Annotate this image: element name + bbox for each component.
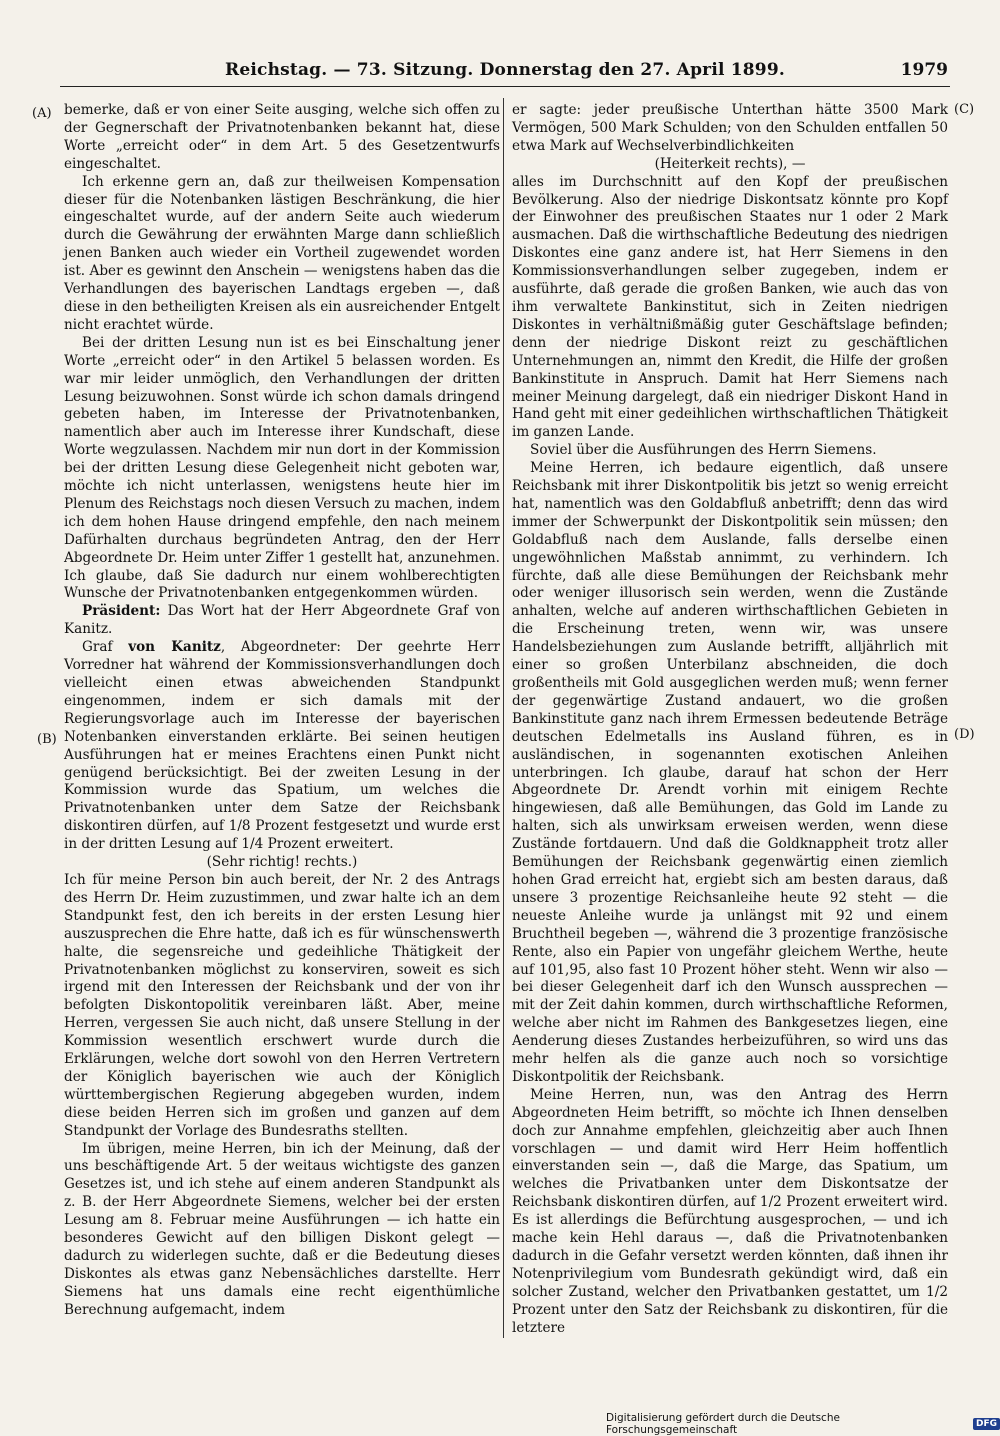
footer-text: Digitalisierung gefördert durch die Deutsche Forschungsgemeinschaft [606,1412,840,1436]
page-header [60,56,950,87]
margin-marker-a: (A) [32,106,52,121]
paragraph: Meine Herren, nun, was den Antrag des Herrn Abgeordneten Heim betrifft, so möchte ich Ihnen denselben doch zur Annahme empfehlen, gleichzeitig aber auch Ihnen vorschlagen — und damit wird Herr Heim hoffentlich einverstanden sein —, daß die Marge, das Spatium, um welches die Privatbanken unter dem Diskontsatze der Reichsbank diskontiren dürfen, auf 1/2 Prozent erweitert wird. Es ist allerdings die Befürchtung ausgesprochen, — und ich mache kein Hehl daraus —, daß die Privatnotenbanken dadurch in die Gefahr versetzt werden könnten, daß ihnen ihr Notenprivilegium vom Bundesrath gekündigt wird, daß ein solcher Zustand, welcher den Privatbanken gestattet, um 1/2 Prozent unter den Satz der Reichsbank zu diskontiren, für die letztere [512,1086,948,1336]
footer-credit [606,1412,1000,1436]
margin-marker-d: (D) [954,727,975,742]
paragraph: Soviel über die Ausführungen des Herrn Siemens. [530,442,877,459]
paragraph: alles im Durchschnitt auf den Kopf der preußischen Bevölkerung. Also der niedrige Diskontsatz könnte pro Kopf der Einwohner des preußischen Staates nur 1 oder 2 Mark ausmachen. Daß die wirthschaftliche Bedeutung des niedrigen Diskontes eine ganz andere ist, hat Herr Siemens in den Kommissionsverhandlungen selber zugegeben, indem er ausführte, daß gerade die großen Banken, wie auch das von ihm verwaltete Bankinstitut, sich in Zeiten niedrigen Diskontes in verhältnißmäßig guter Geschäftslage befinden; denn der niedrige Diskont reizt zu geschäftlichen Unternehmungen an, nimmt den Kredit, die Hilfe der großen Bankinstitute in Anspruch. Damit hat Herr Siemens nach meiner Meinung dargelegt, daß ein niedriger Diskont Hand in Hand geht mit einer gedeihlichen wirthschaftlichen Thätigkeit im ganzen Lande. [512,173,948,441]
interjection: (Heiterkeit rechts), — [654,155,806,172]
page-number: 1979 [900,60,948,80]
paragraph: Ich erkenne gern an, daß zur theilweisen Kompensation dieser für die Notenbanken lästigen Beschränkung, die hier eingeschaltet wurde, auf der andern Seite auch wiederum durch die Gewährung der erwähnten Marge dann schließlich jenen Banken auch wieder ein Vortheil zugewendet worden ist. Aber es gewinnt den Anschein — wenigstens haben das die Verhandlungen des bayerischen Landtags ergeben —, daß diese in den betheiligten Kreisen als ein ausreichender Entgelt nicht erachtet würde. [64,173,500,333]
margin-marker-c: (C) [954,102,975,117]
paragraph [64,639,500,854]
paragraph: Bei der dritten Lesung nun ist es bei Einschaltung jener Worte „erreicht oder“ in den Artikel 5 belassen worden. Es war mir leider unmöglich, den Verhandlungen der dritten Lesung beizuwohnen. Sonst würde ich schon damals dringend gebeten haben, im Interesse der Privatnotenbanken, namentlich aber auch im Interesse ihrer Kundschaft, diese Worte wegzulassen. Nachdem mir nun dort in der Kommission bei der dritten Lesung diese Gelegenheit nicht geboten war, möchte ich nicht unterlassen, wenigstens heute hier im Plenum des Reichstags noch diesen Versuch zu machen, indem ich dem hohen Hause dringend empfehle, den nach meinem Dafürhalten durchaus begründeten Antrag, den der Herr Abgeordnete Dr. Heim unter Ziffer 1 gestellt hat, anzunehmen. Ich glaube, daß Sie dadurch nur einem wohlberechtigten Wunsche der Privatnotenbanken entgegenkommen würden. [64,334,500,602]
paragraph: er sagte: jeder preußische Unterthan hätte 3500 Mark Vermögen, 500 Mark Schulden; von den Schulden entfallen 50 etwa Mark auf Wechselverbindlichkeiten [512,102,948,154]
paragraph: Ich für meine Person bin auch bereit, der Nr. 2 des Antrags des Herrn Dr. Heim zuzustimmen, und zwar halte ich an dem Standpunkt fest, den ich bereits in der ersten Lesung hier auszusprechen die Ehre hatte, daß ich es für wünschenswerth halte, die segensreiche und gedeihliche Thätigkeit der Privatnotenbanken möglichst zu konserviren, soweit es sich irgend mit den Interessen der Reichsbank und der von ihr befolgten Diskontopolitik vereinbaren läßt. Aber, meine Herren, vergessen Sie auch nicht, daß unsere Stellung in der Kommission wesentlich erschwert wurde durch die Erklärungen, welche dort sowohl von den Herren Vertretern der Königlich bayerischen wie auch der Königlich württembergischen Regierung abgegeben wurden, indem diese beiden Herren sich im großen und ganzen auf dem Standpunkt der Vorlage des Bundesraths stellten. [64,871,500,1139]
left-column [64,102,500,1320]
speaker-title: Graf [82,639,129,656]
column-divider [503,98,504,1338]
paragraph: Meine Herren, ich bedaure eigentlich, daß unsere Reichsbank mit ihrer Diskontpolitik bis jetzt so wenig erreicht hat, namentlich was den Goldabfluß anbetrifft; denn das wird immer der Schwerpunkt der Diskontpolitik sein müssen; den Goldabfluß nach dem Auslande, falls derselbe einen ungewöhnlichen Maßstab annimmt, zu verhindern. Ich fürchte, daß alle diese Bemühungen der Reichsbank mehr oder weniger illusorisch sein werden, wenn die Zustände anhalten, welche auf anderen wirthschaftlichen Gebieten in die Erscheinung treten, wenn wir, was unsere Handelsbeziehungen zum Auslande betrifft, alljährlich mit einer so großen Unterbilanz abschneiden, die doch großentheils mit Gold ausgeglichen werden muß; wenn ferner der gegenwärtige Zustand andauert, wo die großen Bankinstitute ganz nach ihrem Ermessen bedeutende Beträge deutschen Edelmetalls ins Ausland führen, es in ausländischen, in sogenannten exotischen Anleihen unterbringen. Ich glaube, darauf hat schon der Herr Abgeordnete Dr. Arendt vorhin mit einigem Rechte hingewiesen, daß alle Bemühungen, das Gold im Lande zu halten, sich als unwirksam erweisen werden, wenn diese Zustände fortdauern. Und daß die Goldknappheit trotz aller Bemühungen der Reichsbank gegenwärtig einen ziemlich hohen Grad erreicht hat, ergiebt sich am besten daraus, daß unsere 3 prozentige Reichsanleihe heute 92 steht — die neueste Anleihe wurde ja unlängst mit 92 und einem Bruchtheil begeben —, während die 3 prozentige französische Rente, also ein Papier von ungefähr gleichem Werthe, heute auf 101,95, also fast 10 Prozent höher steht. Wenn wir also — bei dieser Gelegenheit darf ich den Wunsch aussprechen — mit der Zeit dahin kommen, durch wirthschaftliche Reformen, welche aber nicht im Rahmen des Bankgesetzes liegen, eine Aenderung dieses Zustandes herbeizuführen, so wird uns das mehr helfen als die ganze auch noch so vorsichtige Diskontpolitik der Reichsbank. [512,460,948,1085]
speech-text: , Abgeordneter: Der geehrte Herr Vorredner hat während der Kommissionsverhandlungen doch vielleicht einen etwas abweichenden Standpunkt eingenommen, indem er sich damals mit der Regierungsvorlage auch im Interesse der bayerischen Notenbanken einverstanden erklärte. Bei seinen heutigen Ausführungen hat er meines Erachtens einen Punkt nicht genügend berücksichtigt. Bei der zweiten Lesung in der Kommission wurde das Spatium, um welches die Privatnotenbanken unter dem Satze der Reichsbank diskontiren dürfen, auf 1/8 Prozent festgesetzt und wurde erst in der dritten Lesung auf 1/4 Prozent erweitert. [64,639,500,853]
speaker-name: von Kanitz [128,639,221,656]
dfg-logo-icon: DFG [973,1418,1000,1430]
right-column [512,102,948,1338]
speech-text: Das Wort hat der Herr Abgeordnete Graf von Kanitz. [64,603,500,638]
margin-marker-b: (B) [37,732,57,747]
paragraph: Im übrigen, meine Herren, bin ich der Meinung, daß der uns beschäftigende Art. 5 der weitaus wichtigste des ganzen Gesetzes ist, und ich stehe auf einem anderen Standpunkt als z. B. der Herr Abgeordnete Siemens, welcher bei der ersten Lesung am 8. Februar meine Ausführungen — ich hatte ein besonderes Gewicht auf den billigen Diskont gelegt — dadurch zu widerlegen suchte, daß er die Bedeutung dieses Diskontes als etwas ganz Nebensächliches darstellte. Herr Siemens hat uns damals eine recht eigenthümliche Berechnung aufgemacht, indem [64,1140,500,1318]
paragraph [64,603,500,639]
header-title: Reichstag. — 73. Sitzung. Donnerstag den 27. April 1899. [225,60,785,80]
speaker-label: Präsident: [82,603,161,620]
paragraph: bemerke, daß er von einer Seite ausging, welche sich offen zu der Gegnerschaft der Privatnotenbanken bekannt hat, diese Worte „erreicht oder“ in dem Art. 5 des Gesetzentwurfs eingeschaltet. [64,102,500,172]
interjection: (Sehr richtig! rechts.) [206,854,358,871]
